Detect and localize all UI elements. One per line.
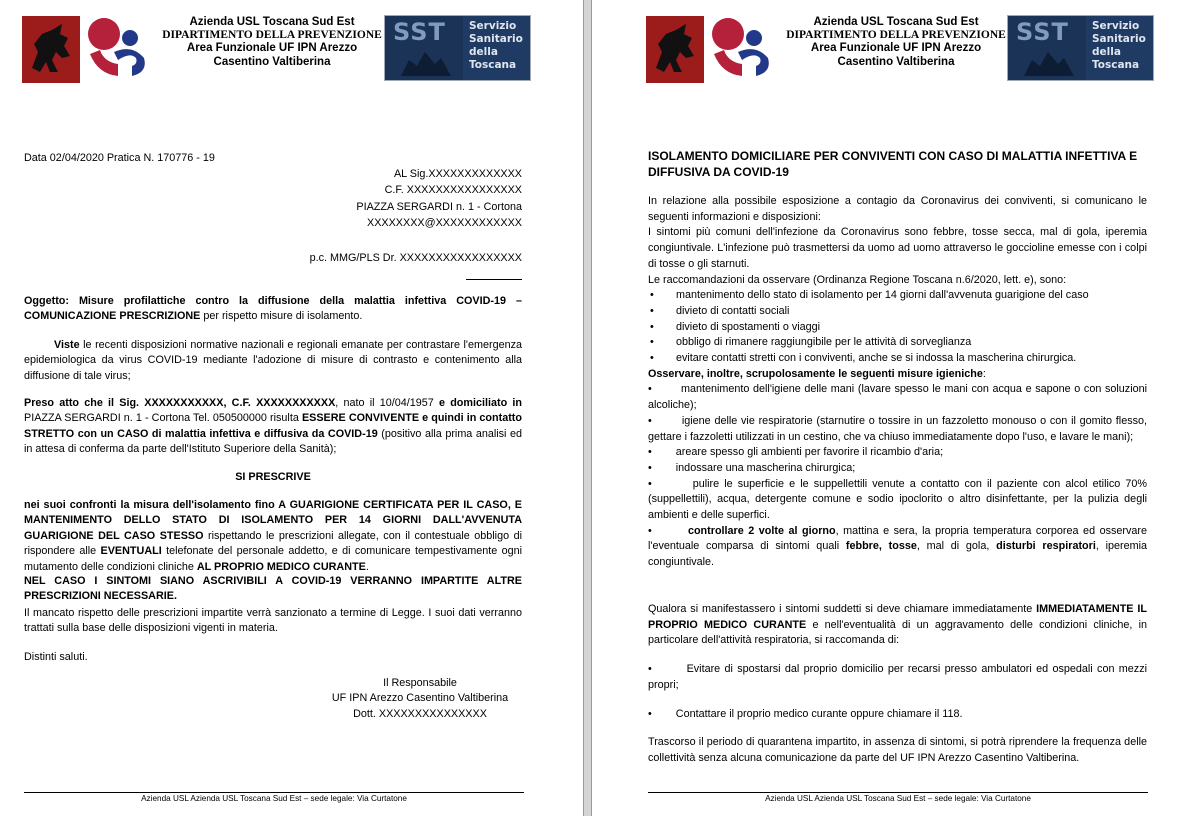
oggetto-paragraph: Oggetto: Misure profilattiche contro la diffusione della malattia infettiva COVID-19 – COMUNICAZIONE PRESCRIZIONE per rispetto misure di isolamento. (24, 295, 522, 323)
recipient-address (300, 166, 522, 232)
sst-logo-letters: SST (1016, 18, 1069, 46)
document-page-left (0, 0, 583, 816)
list-item: • mantenimento dell'igiene delle mani (lavare spesso le mani con acqua e sapone o con soluzioni alcoliche); (648, 383, 1147, 412)
list-item: • pulire le superficie e le suppellettili venute a contatto con il paziente con alcol etilico 70% (suppellettili), acqua, detergente comune e sodio ipoclorito o altro disinfettante, per la pulizia degli ambienti e delle superfici. (648, 477, 1148, 522)
header-line-2: DIPARTIMENTO DELLA PREVENZIONE (162, 29, 382, 42)
list-item: • divieto di spostamenti o viaggi (650, 320, 821, 333)
sst-logo-text: Servizio Sanitario della Toscana (1092, 20, 1146, 71)
misure-igieniche-heading: Osservare, inoltre, scrupolosamente le seguenti misure igieniche: (648, 367, 986, 380)
pc-line: p.c. MMG/PLS Dr. XXXXXXXXXXXXXXXXX (309, 252, 522, 264)
sst-logo (1007, 15, 1154, 81)
list-item: • controllare 2 volte al giorno, mattina e sera, la propria temperatura corporea ed osservare l'eventuale comparsa di sintomi quali febbre, tosse, mal di gola, disturbi respiratori, iperemia congiuntivale. (648, 524, 1148, 569)
evitare-item: • Evitare di spostarsi dal proprio domicilio per recarsi presso ambulatori ed ospedali con mezzi propri; (648, 663, 1147, 691)
signature-name: Dott. XXXXXXXXXXXXXXX (353, 707, 487, 720)
regione-toscana-logo (22, 16, 80, 83)
footer-text: Azienda USL Azienda USL Toscana Sud Est – sede legale: Via Curtatone (765, 794, 1031, 803)
header-line-4: Casentino Valtiberina (837, 55, 955, 68)
signature-role: Il Responsabile (383, 677, 457, 689)
list-item: • divieto di contatti sociali (650, 304, 790, 317)
prescrizione-paragraph: nei suoi confronti la misura dell'isolamento fino A GUARIGIONE CERTIFICATA PER IL CASO, E MANTENIMENTO DELLO STATO DI ISOLAMENTO PER 14 GIORNI DALL'AVVENUTA GUARIGIONE DEL CASO STESSO rispettando le prescrizioni allegate, con il contestuale obbligo di rispondere alle EVENTUALI telefonate del personale addetto, e di comunicare tempestivamente ogni mutamento delle condizioni cliniche AL PROPRIO MEDICO CURANTE. (24, 499, 522, 573)
header-line-3: Area Funzionale UF IPN Arezzo (810, 42, 982, 55)
recipient-street: PIAZZA SERGARDI n. 1 - Cortona (356, 200, 522, 213)
letterhead-text (152, 16, 392, 69)
header-line-1: Azienda USL Toscana Sud Est (813, 16, 979, 28)
document-page-right (592, 0, 1177, 816)
list-item: • obbligo di rimanere raggiungibile per le attività di sorveglianza (650, 336, 972, 349)
header-line-3: Area Funzionale UF IPN Arezzo (186, 42, 358, 55)
footer-text: Azienda USL Azienda USL Toscana Sud Est – sede legale: Via Curtatone (141, 794, 407, 803)
raccomandazioni-intro: Le raccomandazioni da osservare (Ordinanza Regione Toscana n.6/2020, lett. e), sono: (648, 273, 1067, 286)
recipient-cf: C.F. XXXXXXXXXXXXXXXX (384, 184, 522, 197)
pc-underline (466, 279, 522, 280)
trascorso-paragraph: Trascorso il periodo di quarantena impartito, in assenza di sintomi, si potrà riprendere la frequenza delle collettività senza alcuna comunicazione da parte del UF IPN Arezzo Casentino Valtiberina. (648, 736, 1147, 764)
distinti-saluti: Distinti saluti. (24, 651, 88, 663)
letterhead-text (776, 16, 1016, 69)
page-separator (583, 0, 592, 816)
nel-caso-paragraph: NEL CASO I SINTOMI SIANO ASCRIVIBILI A COVID-19 VERRANNO IMPARTITE ALTRE PRESCRIZIONI NECESSARIE. (24, 575, 522, 603)
intro-paragraph: In relazione alla possibile esposizione a contagio da Coronavirus dei conviventi, si comunicano le seguenti informazioni e disposizioni: (648, 195, 1147, 223)
sst-logo-letters: SST (393, 18, 446, 46)
header-line-2: DIPARTIMENTO DELLA PREVENZIONE (786, 29, 1006, 42)
list-item: • igiene delle vie respiratorie (starnutire o tossire in un fazzoletto monouso o con il gomito flesso, gettare i fazzoletti utilizzati in un cestino, che va chiuso immediatamente dopo l'uso, e lavare le mani); (648, 414, 1147, 443)
footer-rule (24, 792, 524, 793)
mancato-rispetto-paragraph: Il mancato rispetto delle prescrizioni impartite verrà sanzionato a termine di Legge. I suoi dati verranno trattati sulla base delle disposizioni vigenti in materia. (24, 607, 522, 635)
footer-rule (648, 792, 1148, 793)
date-line: Data 02/04/2020 Pratica N. 170776 - 19 (24, 152, 215, 164)
contattare-item: • Contattare il proprio medico curante oppure chiamare il 118. (648, 708, 963, 720)
document-title: ISOLAMENTO DOMICILIARE PER CONVIVENTI CON CASO DI MALATTIA INFETTIVA E DIFFUSIVA DA COVID-19 (648, 149, 1138, 179)
list-item: • mantenimento dello stato di isolamento per 14 giorni dall'avvenuta guarigione del caso (650, 289, 1089, 302)
recipient-name: AL Sig.XXXXXXXXXXXXX (393, 168, 522, 180)
qualora-paragraph: Qualora si manifestassero i sintomi suddetti si deve chiamare immediatamente IMMEDIATAMENTE IL PROPRIO MEDICO CURANTE e nell'eventualità di un aggravamento delle condizioni cliniche, in particolare dell'attività respiratoria, si raccomanda di: (648, 603, 1147, 647)
list-item: • areare spesso gli ambienti per favorire il ricambio d'aria; (648, 446, 944, 459)
signature-block (320, 676, 520, 722)
recipient-email: XXXXXXXX@XXXXXXXXXXXX (367, 217, 522, 230)
oggetto-bold: Oggetto: Misure profilattiche contro la diffusione della malattia infettiva COVID-19 – COMUNICAZIONE PRESCRIZIONE (24, 295, 522, 323)
right-body (648, 194, 1147, 571)
usl-logo (84, 14, 154, 84)
signature-unit: UF IPN Arezzo Casentino Valtiberina (331, 692, 509, 705)
misure-igieniche-list (648, 382, 1147, 570)
header-line-4: Casentino Valtiberina (213, 55, 331, 68)
list-item: • evitare contatti stretti con i conviventi, anche se si indossa la mascherina chirurgica. (650, 352, 1077, 365)
si-prescrive-heading: SI PRESCRIVE (235, 471, 311, 483)
regione-toscana-logo (646, 16, 704, 83)
preso-atto-paragraph: Preso atto che il Sig. XXXXXXXXXXX, C.F. XXXXXXXXXXX, nato il 10/04/1957 e domiciliato in PIAZZA SERGARDI n. 1 - Cortona Tel. 050500000 risulta ESSERE CONVIVENTE e quindi in contatto STRETTO con un CASO di malattia infettiva e diffusiva da COVID-19 (positivo alla prima analisi ed in attesa di conferma da parte dell'Istituto Superiore della Sanità); (24, 397, 522, 456)
list-item: • indossare una mascherina chirurgica; (648, 461, 856, 474)
sst-logo-text: Servizio Sanitario della Toscana (469, 20, 523, 71)
sst-logo (384, 15, 531, 81)
sintomi-paragraph: I sintomi più comuni dell'infezione da Coronavirus sono febbre, tosse secca, mal di gola, iperemia congiuntivale. L'infezione può trasmettersi da uomo ad uomo attraverso le goccioline emesse con i colpi di tosse o gli starnuti. (648, 226, 1147, 270)
header-line-1: Azienda USL Toscana Sud Est (189, 16, 355, 28)
viste-paragraph: Viste le recenti disposizioni normative nazionali e regionali emanate per contrastare l'emergenza epidemiologica da virus COVID-19 mediante l'adozione di misure di contrasto e contenimento alla diffusione di tale virus; (24, 339, 522, 382)
raccomandazioni-list (648, 288, 1147, 367)
usl-logo (708, 14, 778, 84)
